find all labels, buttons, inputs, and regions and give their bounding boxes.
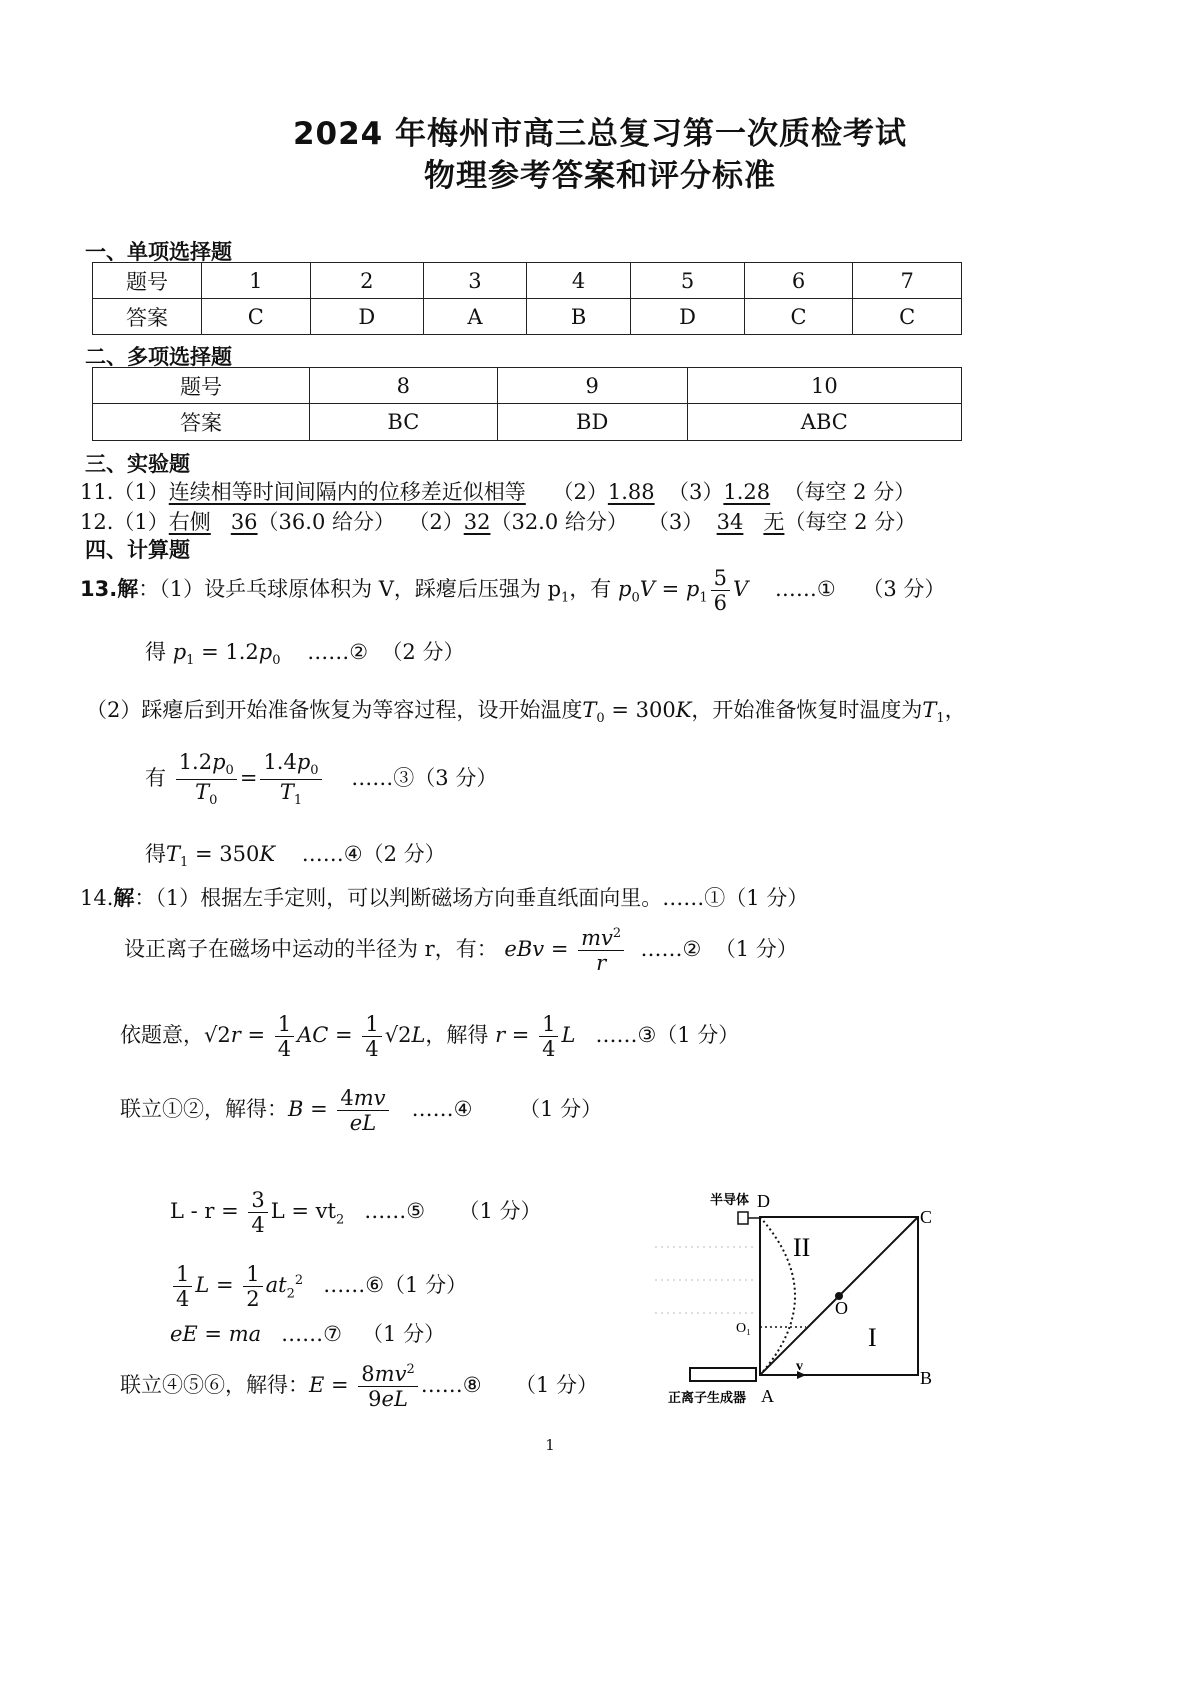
document-title-line1: 2024 年梅州市高三总复习第一次质检考试 (292, 116, 908, 152)
answer-cell: D (631, 299, 744, 335)
answer-cell: C (202, 299, 311, 335)
q12-score: （每空 2 分） (784, 510, 917, 534)
question-cell: 5 (631, 263, 744, 299)
q14-line4: 联立①②，解得：B = $\frac{4mv}{eL}$ ……④ （1 分） (120, 1086, 603, 1136)
q14-line7: $\frac{1}{4}$ L = $\frac{1}{2}$ $at_2^2$ ……⑥（1 分） (170, 1262, 467, 1311)
question-cell: 8 (310, 368, 498, 404)
table-row-answers (93, 404, 962, 441)
background-dotted-lines (655, 1247, 755, 1313)
magnetic-field-diagram (650, 1180, 950, 1420)
ion-generator-block (690, 1368, 756, 1381)
q14-l4-text: 联立①②，解得： (120, 1097, 288, 1122)
q13-number: 13. (80, 577, 118, 602)
section2-heading: 二、多项选择题 (85, 345, 232, 369)
q12-part2-note: （32.0 给分） (490, 510, 628, 534)
q11-answer-line (80, 476, 915, 506)
q14-l4-num: 4 (340, 1086, 354, 1110)
label-o: O (835, 1298, 848, 1318)
document-title-line2: 物理参考答案和评分标准 (424, 158, 776, 194)
single-choice-table (92, 262, 962, 335)
q14-solution-label: 解 (113, 886, 135, 910)
q14-number: 14. (80, 886, 114, 910)
q12-number: 12. (80, 510, 114, 534)
q14-l2-score: （1 分） (714, 937, 798, 962)
q14-l3-text: 依题意， (120, 1023, 204, 1048)
q14-l9-text: 联立④⑤⑥，解得： (120, 1373, 309, 1398)
q13-line3: （2）踩瘪后到开始准备恢复为等容过程，设开始温度$T_0 = 300K$，开始准备恢复时温度为$T_1$， (86, 698, 966, 727)
label-v: v (796, 1359, 803, 1374)
label-a: A (761, 1386, 774, 1406)
q13-l3-text-a: （2）踩瘪后到开始准备恢复为等容过程，设开始温度 (86, 698, 583, 722)
label-o1: O₁ (736, 1321, 751, 1336)
q14-l4-mark: ……④ (411, 1097, 473, 1122)
question-cell: 4 (526, 263, 631, 299)
q12-part1-answer-a: 右侧 (168, 510, 211, 534)
q12-part3-label: （3） (647, 510, 704, 534)
q14-l2-mark: ……② (640, 937, 702, 962)
q14-l8-mark: ……⑦ (281, 1322, 342, 1346)
q12-part1-answer-b: 36 (230, 510, 258, 534)
q14-l8-score: （1 分） (362, 1322, 446, 1346)
q13-l4-num2: 1.4 (263, 750, 297, 774)
row-label-question: 题号 (93, 263, 202, 299)
q11-part3-label: （3） (667, 480, 724, 504)
q11-part3-answer: 1.28 (723, 480, 771, 504)
q11-part1-label: （1） (113, 480, 169, 504)
q13-l4-text: 有 (145, 766, 166, 791)
q12-part3-answer-b: 无 (763, 510, 785, 534)
label-region-ii: II (793, 1233, 811, 1262)
q14-l2-text: 设正离子在磁场中运动的半径为 r，有： (124, 937, 498, 962)
label-d: D (757, 1191, 770, 1211)
q14-line3: 依题意，√2r = $\frac{1}{4}$ AC = $\frac{1}{4}$ √2L，解得 r = $\frac{1}{4}$ L ……③（1 分） (120, 1012, 740, 1062)
q13-l4-num1: 1.2 (178, 750, 213, 774)
row-label-answer: 答案 (93, 299, 202, 335)
trajectory-arc (760, 1217, 795, 1375)
q13-solution-label: 解 (117, 577, 139, 602)
label-ion-generator: 正离子生成器 (668, 1390, 747, 1405)
q14-l8-eq: eE = ma (170, 1322, 262, 1346)
answer-cell: C (744, 299, 853, 335)
answer-cell: C (853, 299, 962, 335)
q14-l9-score: （1 分） (514, 1373, 598, 1398)
q13-line4: 有 $\frac{1.2p_0}{T_0}$ = $\frac{1.4p_0}{T_1}$ ……③（3 分） (145, 750, 498, 809)
answer-cell: BD (497, 404, 687, 441)
question-cell: 2 (310, 263, 423, 299)
q13-l4-mark: ……③（3 分） (351, 766, 498, 791)
q12-answer-line (80, 506, 916, 536)
q14-l3-mid: ，解得 (425, 1023, 489, 1048)
q14-line8 (170, 1318, 445, 1348)
table-row-questions (93, 368, 962, 404)
q12-part1-note: （36.0 给分） (257, 510, 395, 534)
q14-l6-score: （1 分） (458, 1199, 542, 1224)
q13-line1: 13.解：（1）设乒乓球原体积为 V，踩瘪后压强为 $p_1$，有 $p_0V = p_1$ $\frac{5}{6}$ V ……① （3 分） (80, 566, 946, 616)
q14-l6-left: L - r = (170, 1199, 239, 1224)
q13-l2-text: 得 (145, 640, 166, 664)
page-number: 1 (545, 1436, 555, 1454)
q14-l6-mark: ……⑤ (364, 1199, 426, 1224)
q14-l9-mark: ……⑧ (420, 1373, 482, 1398)
label-c: C (920, 1207, 933, 1227)
q14-l3-mark: ……③（1 分） (595, 1023, 740, 1048)
section4-heading: 四、计算题 (85, 538, 190, 562)
semiconductor-block (738, 1212, 748, 1224)
q13-l3-eq: = 300 (611, 698, 676, 722)
q14-l4-score: （1 分） (519, 1097, 603, 1122)
q14-l1-text: ：（1）根据左手定则，可以判断磁场方向垂直纸面向里。……①（1 分） (134, 886, 809, 910)
label-b: B (920, 1368, 933, 1388)
row-label-answer: 答案 (93, 404, 310, 441)
q12-part2-answer: 32 (463, 510, 491, 534)
multi-choice-table (92, 367, 962, 441)
answer-cell: BC (310, 404, 498, 441)
answer-cell: A (424, 299, 527, 335)
q11-part1-answer: 连续相等时间间隔内的位移差近似相等 (168, 480, 526, 504)
q14-line9: 联立④⑤⑥，解得：E = $\frac{8mv^2}{9eL}$ ……⑧ （1 分） (120, 1362, 598, 1412)
q11-part2-label: （2） (552, 480, 608, 504)
q12-part1-label: （1） (113, 510, 169, 534)
table-row-answers (93, 299, 962, 335)
label-semiconductor: 半导体 (710, 1192, 750, 1207)
q13-l1-mark: ……① (774, 577, 836, 602)
question-cell: 6 (744, 263, 853, 299)
q14-line1 (80, 882, 808, 912)
question-cell: 1 (202, 263, 311, 299)
question-cell: 3 (424, 263, 527, 299)
q13-l5-eq: = 350 (194, 842, 260, 866)
label-region-i: I (868, 1323, 877, 1352)
q14-l7-mark: ……⑥（1 分） (323, 1273, 468, 1298)
q13-l2-eq: = 1.2 (201, 640, 259, 664)
q13-l1-text: ：（1）设乒乓球原体积为 V，踩瘪后压强为 p (138, 577, 562, 602)
answer-cell: B (526, 299, 631, 335)
q13-l1-text2: ，有 (569, 577, 612, 602)
q13-l5-text: 得 (145, 842, 166, 866)
section1-heading: 一、单项选择题 (85, 240, 232, 264)
q14-line6: L - r = $\frac{3}{4}$ $L = vt_2$ ……⑤ （1 分） (170, 1188, 542, 1238)
q12-part3-answer-a: 34 (716, 510, 744, 534)
q13-l1-score: （3 分） (862, 577, 946, 602)
q11-number: 11. (80, 480, 114, 504)
q13-l5-mark: ……④（2 分） (301, 842, 446, 866)
q14-l9-den: 9 (368, 1387, 382, 1412)
table-row-questions (93, 263, 962, 299)
section3-heading: 三、实验题 (85, 452, 190, 476)
q14-l6-right: L = vt (270, 1199, 336, 1224)
q13-l2-mark: ……② (307, 640, 369, 664)
q14-line2: 设正离子在磁场中运动的半径为 r，有： eBv = $\frac{mv^2}{r}$ ……② （1 分） (124, 926, 798, 976)
row-label-question: 题号 (93, 368, 310, 404)
q11-part2-answer: 1.88 (607, 480, 655, 504)
question-cell: 7 (853, 263, 962, 299)
q12-part2-label: （2） (408, 510, 464, 534)
q11-score: （每空 2 分） (783, 480, 916, 504)
answer-cell: D (310, 299, 423, 335)
question-cell: 10 (687, 368, 961, 404)
question-cell: 9 (497, 368, 687, 404)
q14-l9-num: 8 (361, 1362, 375, 1386)
q13-line5: 得$T_1 = 350K$ ……④（2 分） (145, 842, 446, 871)
q13-l3-text-b: ，开始准备恢复时温度为 (691, 698, 923, 722)
q13-line2: 得 $p_1 = 1.2p_0$ ……② （2 分） (145, 640, 465, 669)
answer-cell: ABC (687, 404, 961, 441)
q13-l2-score: （2 分） (381, 640, 465, 664)
